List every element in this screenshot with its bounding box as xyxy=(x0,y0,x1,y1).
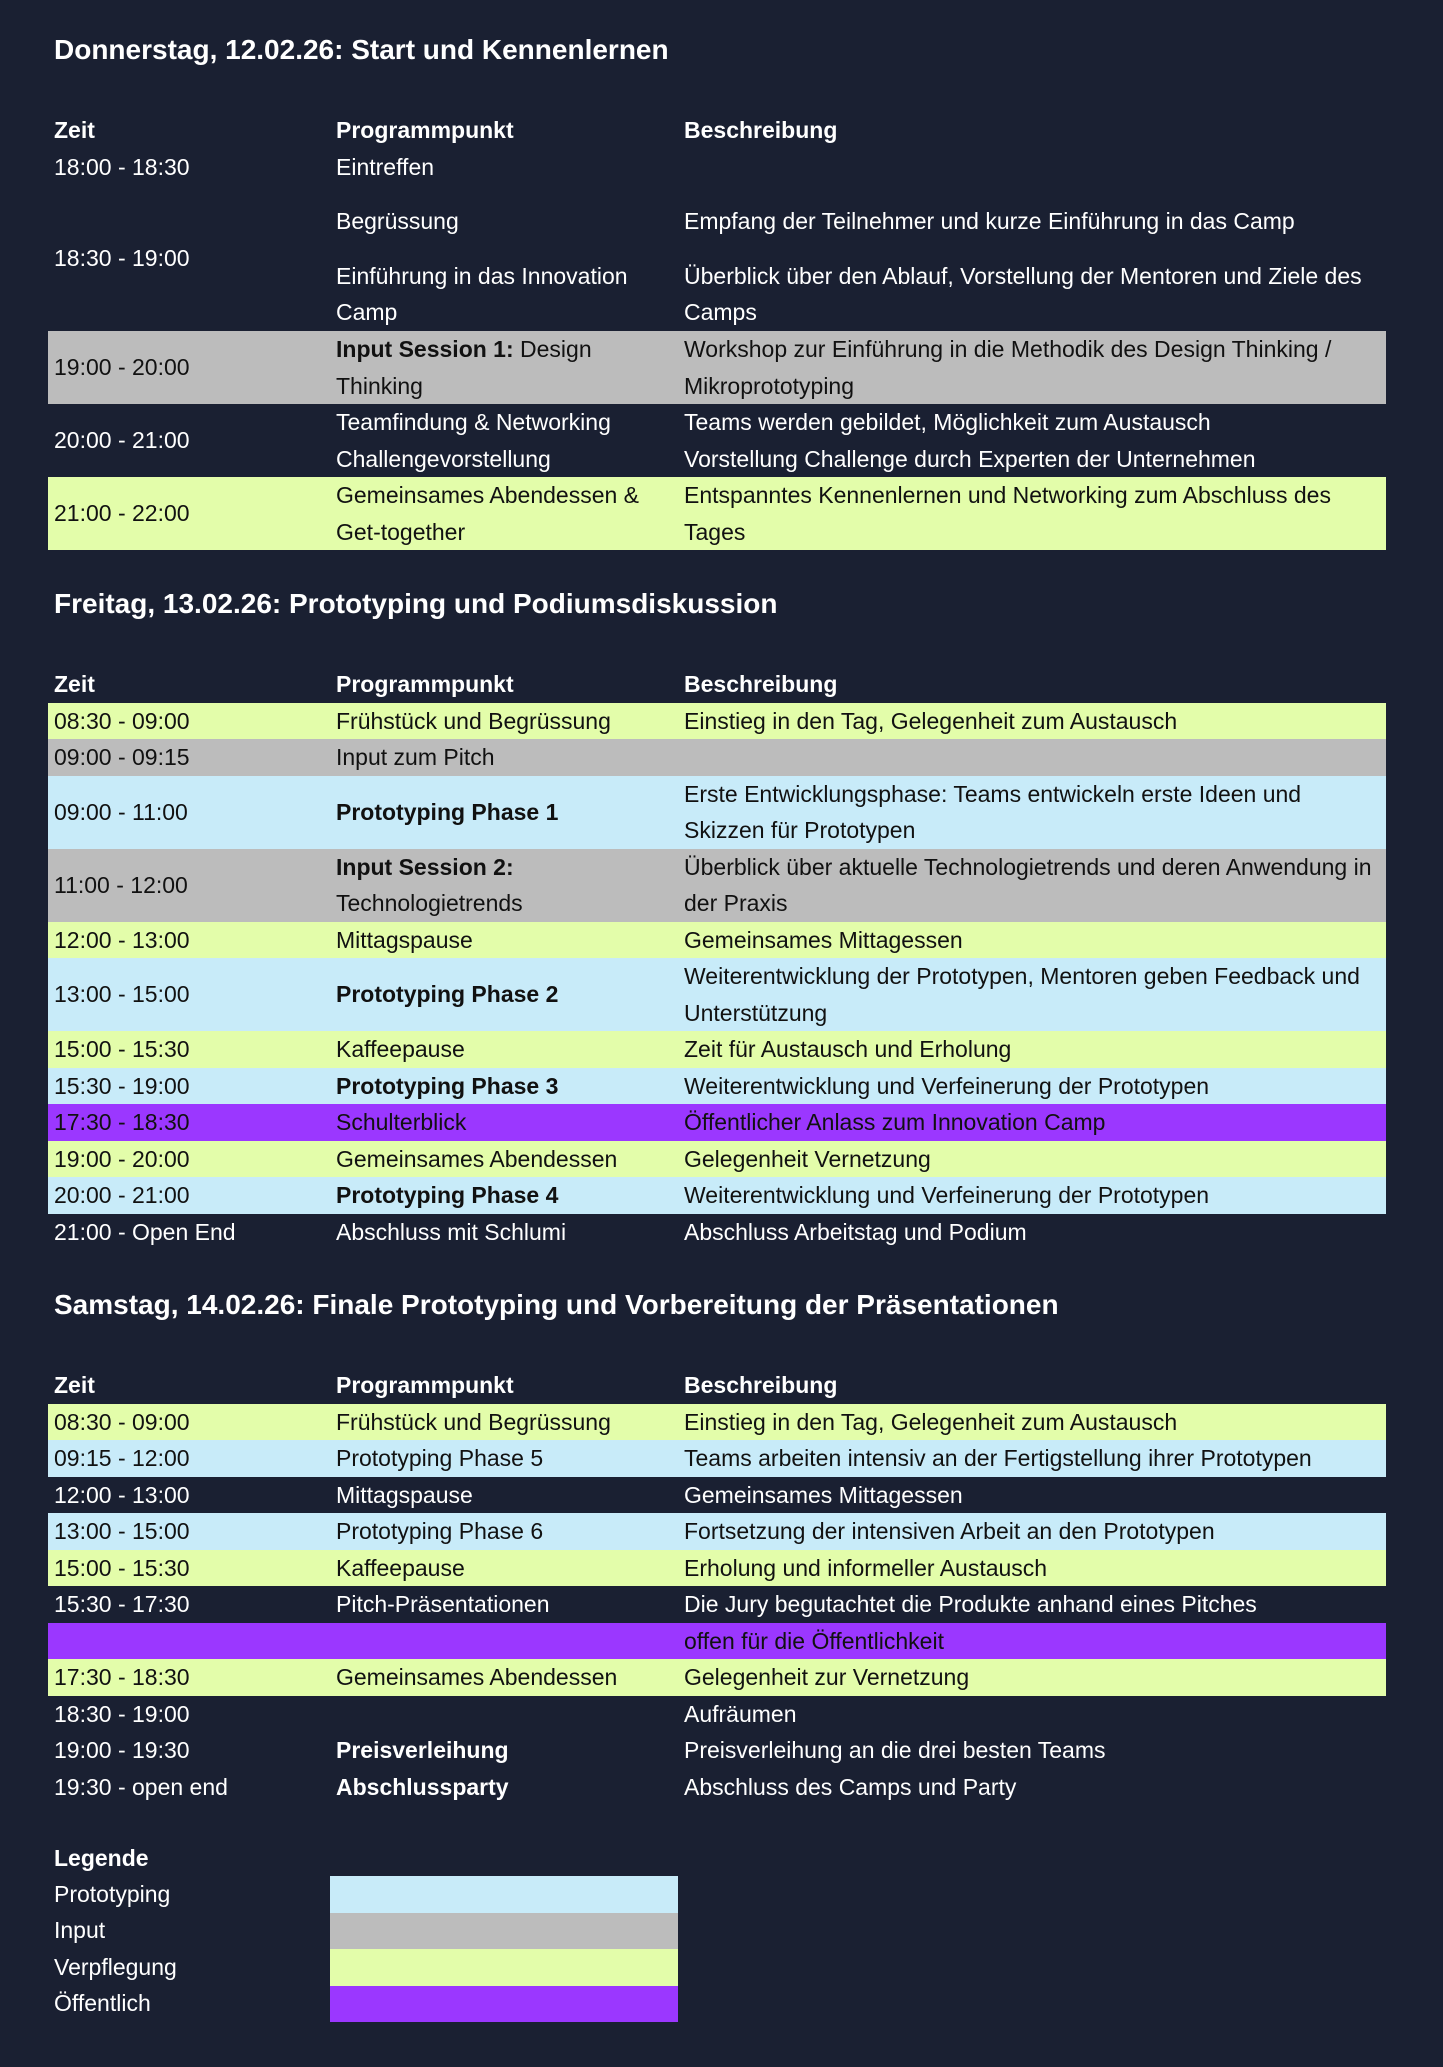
item-cell: Gemeinsames Abendessen xyxy=(330,1659,678,1696)
time-cell xyxy=(48,1623,330,1660)
item-bold: Input Session 1: xyxy=(336,336,514,362)
header-programmpunkt: Programmpunkt xyxy=(336,1372,514,1398)
schedule-table-friday xyxy=(48,666,1386,1250)
desc-line: Teams werden gebildet, Möglichkeit zum Austausch xyxy=(684,409,1211,435)
table-row xyxy=(48,1068,1386,1105)
legend-item-oeffentlich xyxy=(48,1986,748,2023)
time-cell: 11:00 - 12:00 xyxy=(48,849,330,922)
desc-cell: Die Jury begutachtet die Produkte anhand eines Pitches xyxy=(684,1591,1257,1617)
item-cell: Pitch-Präsentationen xyxy=(336,1591,550,1617)
legend-item-prototyping xyxy=(48,1876,748,1913)
day-saturday-section xyxy=(48,1291,1386,1805)
table-row xyxy=(48,1214,1386,1251)
header-programmpunkt: Programmpunkt xyxy=(336,671,514,697)
table-row xyxy=(48,1031,1386,1068)
item-cell: Prototyping Phase 2 xyxy=(330,958,678,1031)
item-line: Begrüssung xyxy=(336,208,459,235)
table-row xyxy=(48,958,1386,1031)
table-row xyxy=(48,1440,1386,1477)
desc-line: Empfang der Teilnehmer und kurze Einführung in das Camp xyxy=(684,208,1295,235)
legend xyxy=(48,1840,748,2022)
item-cell: Mittagspause xyxy=(330,922,678,959)
desc-cell: Einstieg in den Tag, Gelegenheit zum Austausch xyxy=(678,703,1386,740)
time-cell: 15:30 - 17:30 xyxy=(54,1591,190,1617)
time-cell: 18:00 - 18:30 xyxy=(54,153,190,180)
item-cell: Input zum Pitch xyxy=(330,739,678,776)
desc-cell: Gelegenheit zur Vernetzung xyxy=(678,1659,1386,1696)
desc-cell: Abschluss Arbeitstag und Podium xyxy=(684,1218,1027,1245)
item-line: Challengevorstellung xyxy=(336,445,551,472)
desc-cell: Erste Entwicklungsphase: Teams entwickeln erste Ideen und Skizzen für Prototypen xyxy=(678,776,1386,849)
schedule-table-saturday xyxy=(48,1367,1386,1805)
table-row xyxy=(48,1623,1386,1660)
desc-cell: Erholung und informeller Austausch xyxy=(678,1550,1386,1587)
legend-label: Prototyping xyxy=(54,1880,171,1907)
time-cell: 17:30 - 18:30 xyxy=(48,1104,330,1141)
desc-cell: Einstieg in den Tag, Gelegenheit zum Austausch xyxy=(678,1404,1386,1441)
item-rest: Design Thinking xyxy=(336,336,592,399)
item-cell: Kaffeepause xyxy=(330,1550,678,1587)
item-cell: Frühstück und Begrüssung xyxy=(330,703,678,740)
day-title: Samstag, 14.02.26: Finale Prototyping und Vorbereitung der Präsentationen xyxy=(54,1289,1059,1320)
time-cell: 18:30 - 19:00 xyxy=(54,1700,190,1727)
desc-cell: Teams arbeiten intensiv an der Fertigstellung ihrer Prototypen xyxy=(678,1440,1386,1477)
desc-cell: Weiterentwicklung und Verfeinerung der Prototypen xyxy=(678,1068,1386,1105)
header-beschreibung: Beschreibung xyxy=(684,1372,838,1398)
item-cell: Schulterblick xyxy=(330,1104,678,1141)
table-row xyxy=(48,1177,1386,1214)
desc-cell: Weiterentwicklung der Prototypen, Mentoren geben Feedback und Unterstützung xyxy=(678,958,1386,1031)
item-cell: Prototyping Phase 3 xyxy=(330,1068,678,1105)
table-row xyxy=(48,1404,1386,1441)
legend-swatch-prototyping xyxy=(330,1876,678,1913)
item-cell: Abschlussparty xyxy=(336,1773,509,1800)
table-row xyxy=(48,185,1386,331)
legend-swatch-input xyxy=(330,1913,678,1950)
header-zeit: Zeit xyxy=(54,1372,95,1398)
time-cell: 19:00 - 19:30 xyxy=(54,1737,190,1763)
desc-cell: Gelegenheit Vernetzung xyxy=(678,1141,1386,1178)
time-cell: 20:00 - 21:00 xyxy=(54,427,190,454)
table-row xyxy=(48,331,1386,404)
table-row xyxy=(48,1586,1386,1623)
item-cell: Preisverleihung xyxy=(336,1737,509,1763)
item-cell: Gemeinsames Abendessen & Get-together xyxy=(330,477,678,550)
schedule-table-thursday xyxy=(48,112,1386,550)
desc-cell xyxy=(678,739,1386,776)
desc-cell: Entspanntes Kennenlernen und Networking zum Abschluss des Tages xyxy=(678,477,1386,550)
desc-cell: Aufräumen xyxy=(684,1700,797,1727)
table-header-row xyxy=(48,1367,1386,1404)
table-row xyxy=(48,1732,1386,1769)
item-bold: Input Session 2: xyxy=(336,853,514,880)
item-cell xyxy=(330,849,678,922)
desc-cell: offen für die Öffentlichkeit xyxy=(678,1623,1386,1660)
item-cell: Abschluss mit Schlumi xyxy=(336,1218,567,1245)
table-row xyxy=(48,149,1386,186)
table-header-row xyxy=(48,112,1386,149)
legend-label: Öffentlich xyxy=(54,1990,151,2017)
header-beschreibung: Beschreibung xyxy=(684,117,838,143)
item-cell: Gemeinsames Abendessen xyxy=(330,1141,678,1178)
desc-cell: Preisverleihung an die drei besten Teams xyxy=(684,1737,1106,1763)
day-friday-section xyxy=(48,590,1386,1250)
desc-cell: Zeit für Austausch und Erholung xyxy=(678,1031,1386,1068)
legend-label: Verpflegung xyxy=(54,1953,177,1980)
day-title: Donnerstag, 12.02.26: Start und Kennenlernen xyxy=(54,34,669,65)
desc-cell: Überblick über aktuelle Technologietrends und deren Anwendung in der Praxis xyxy=(678,849,1386,922)
table-row xyxy=(48,477,1386,550)
table-row xyxy=(48,922,1386,959)
desc-cell: Fortsetzung der intensiven Arbeit an den Prototypen xyxy=(678,1513,1386,1550)
desc-cell: Abschluss des Camps und Party xyxy=(684,1773,1017,1800)
time-cell: 18:30 - 19:00 xyxy=(54,244,190,271)
item-cell: Prototyping Phase 4 xyxy=(330,1177,678,1214)
item-cell: Prototyping Phase 5 xyxy=(330,1440,678,1477)
time-cell: 19:00 - 20:00 xyxy=(48,331,330,404)
time-cell: 20:00 - 21:00 xyxy=(48,1177,330,1214)
item-cell xyxy=(330,1696,678,1733)
time-cell: 12:00 - 13:00 xyxy=(54,1481,190,1508)
table-row xyxy=(48,1477,1386,1514)
table-row xyxy=(48,739,1386,776)
item-cell: Prototyping Phase 6 xyxy=(330,1513,678,1550)
desc-cell: Gemeinsames Mittagessen xyxy=(678,922,1386,959)
time-cell: 19:30 - open end xyxy=(54,1773,228,1800)
legend-label: Input xyxy=(54,1917,106,1944)
table-row xyxy=(48,1696,1386,1733)
header-zeit: Zeit xyxy=(54,117,95,143)
time-cell: 21:00 - 22:00 xyxy=(48,477,330,550)
item-cell: Kaffeepause xyxy=(330,1031,678,1068)
time-cell: 15:00 - 15:30 xyxy=(48,1550,330,1587)
table-row xyxy=(48,776,1386,849)
item-cell: Eintreffen xyxy=(336,153,435,180)
time-cell: 15:30 - 19:00 xyxy=(48,1068,330,1105)
legend-swatch-oeffentlich xyxy=(330,1986,678,2023)
time-cell: 13:00 - 15:00 xyxy=(48,958,330,1031)
table-row xyxy=(48,849,1386,922)
time-cell: 09:00 - 11:00 xyxy=(48,776,330,849)
table-row xyxy=(48,1513,1386,1550)
item-cell: Mittagspause xyxy=(336,1481,473,1508)
item-line: Einführung in das Innovation Camp xyxy=(336,262,628,326)
item-cell xyxy=(330,331,678,404)
desc-line: Überblick über den Ablauf, Vorstellung der Mentoren und Ziele des Camps xyxy=(684,262,1362,326)
time-cell: 09:00 - 09:15 xyxy=(48,739,330,776)
time-cell: 17:30 - 18:30 xyxy=(48,1659,330,1696)
time-cell: 08:30 - 09:00 xyxy=(48,703,330,740)
item-cell: Frühstück und Begrüssung xyxy=(330,1404,678,1441)
time-cell: 21:00 - Open End xyxy=(54,1218,236,1245)
time-cell: 12:00 - 13:00 xyxy=(48,922,330,959)
table-row xyxy=(48,703,1386,740)
desc-cell: Gemeinsames Mittagessen xyxy=(684,1481,963,1508)
desc-cell: Öffentlicher Anlass zum Innovation Camp xyxy=(678,1104,1386,1141)
legend-item-input xyxy=(48,1913,748,1950)
time-cell: 15:00 - 15:30 xyxy=(48,1031,330,1068)
time-cell: 08:30 - 09:00 xyxy=(48,1404,330,1441)
item-cell xyxy=(330,404,678,477)
table-row xyxy=(48,1104,1386,1141)
header-zeit: Zeit xyxy=(54,671,95,697)
table-header-row xyxy=(48,666,1386,703)
day-title: Freitag, 13.02.26: Prototyping und Podiumsdiskussion xyxy=(54,588,778,619)
item-cell xyxy=(330,185,678,331)
table-row xyxy=(48,1141,1386,1178)
time-cell: 19:00 - 20:00 xyxy=(48,1141,330,1178)
day-thursday-section xyxy=(48,36,1386,550)
time-cell: 13:00 - 15:00 xyxy=(48,1513,330,1550)
desc-cell xyxy=(678,185,1386,331)
legend-item-verpflegung xyxy=(48,1949,748,1986)
table-row xyxy=(48,1659,1386,1696)
desc-cell: Weiterentwicklung und Verfeinerung der Prototypen xyxy=(678,1177,1386,1214)
desc-line: Vorstellung Challenge durch Experten der Unternehmen xyxy=(684,445,1256,472)
legend-title: Legende xyxy=(54,1845,149,1871)
item-line: Teamfindung & Networking xyxy=(336,409,611,435)
header-programmpunkt: Programmpunkt xyxy=(336,117,514,143)
item-rest: Technologietrends xyxy=(336,890,523,916)
table-row xyxy=(48,1550,1386,1587)
desc-cell xyxy=(678,149,1386,186)
desc-cell: Workshop zur Einführung in die Methodik des Design Thinking / Mikroprototyping xyxy=(678,331,1386,404)
header-beschreibung: Beschreibung xyxy=(684,671,838,697)
table-row xyxy=(48,1769,1386,1806)
item-cell xyxy=(330,1623,678,1660)
time-cell: 09:15 - 12:00 xyxy=(48,1440,330,1477)
legend-swatch-verpflegung xyxy=(330,1949,678,1986)
table-row xyxy=(48,404,1386,477)
item-cell: Prototyping Phase 1 xyxy=(330,776,678,849)
desc-cell xyxy=(678,404,1386,477)
